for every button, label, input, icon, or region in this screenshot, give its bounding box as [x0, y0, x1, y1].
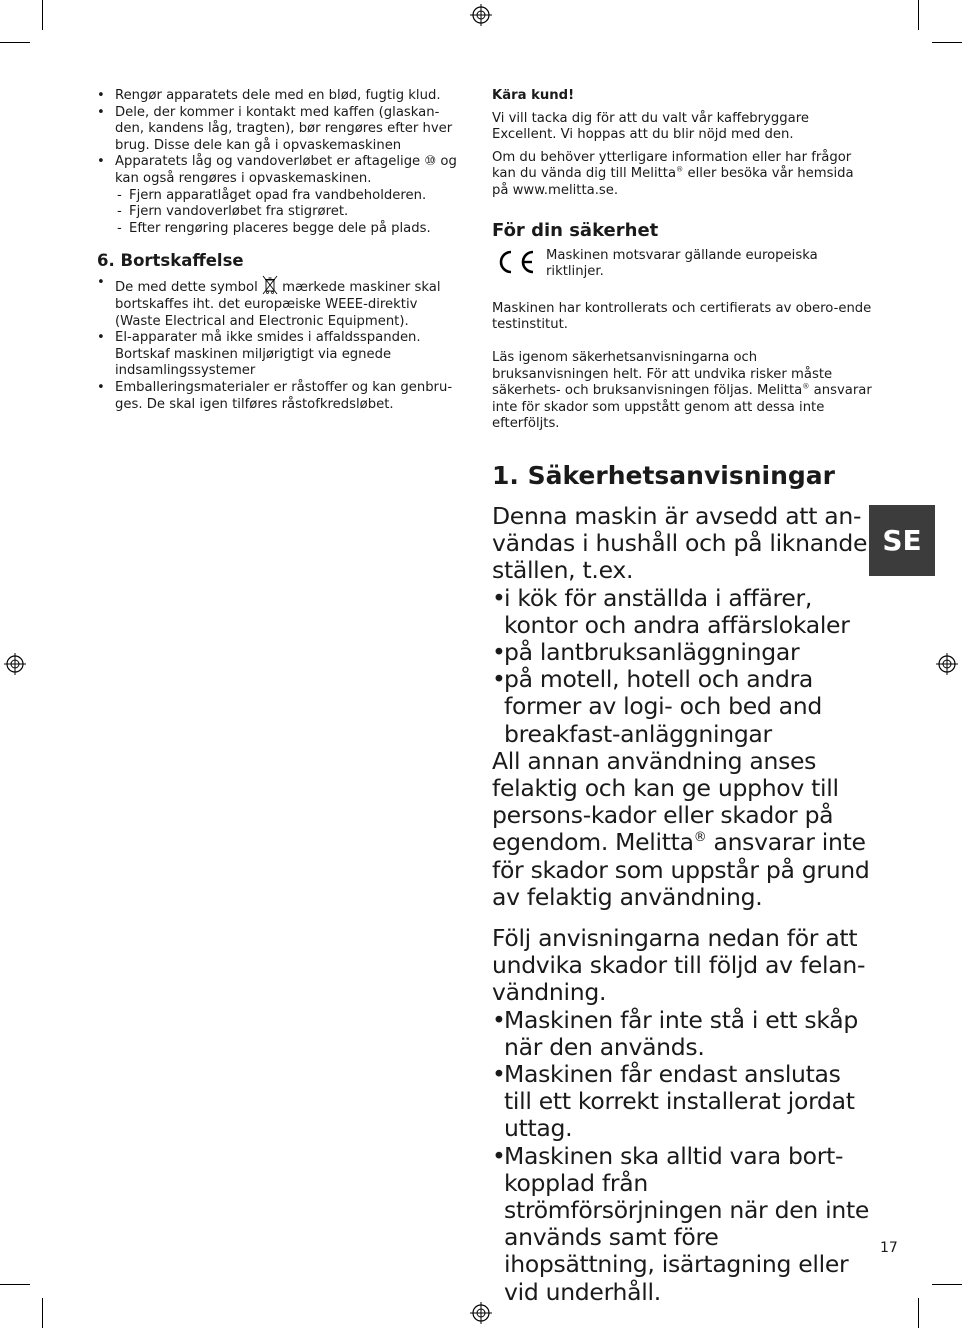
page-number: 17 — [880, 1240, 898, 1256]
registration-mark-icon — [936, 653, 958, 675]
crop-mark — [42, 1298, 43, 1328]
list-subitem: - Fjern vandoverløbet fra stigrøret. — [95, 204, 467, 221]
list-item: • i kök för anställda i affärer, kontor och andra affärslokaler — [492, 585, 872, 639]
cleaning-list — [95, 88, 467, 237]
registration-mark-icon — [470, 4, 492, 26]
read-text-b: ansvarar inte för skador som uppstått genom att dessa inte efterföljts. — [492, 383, 872, 432]
list-item: • på lantbruksanläggningar — [492, 639, 872, 666]
intro-block — [492, 88, 872, 200]
safety-block — [492, 248, 872, 433]
crop-mark — [0, 42, 30, 43]
rules-list — [492, 1007, 872, 1306]
disposal-text-a: De med dette symbol — [115, 280, 258, 296]
follow-instructions-paragraph: Följ anvisningarna nedan för att undvika skador till följd av felan-vändning. — [492, 923, 866, 1007]
crop-mark — [932, 42, 962, 43]
greeting: Kära kund! — [492, 88, 575, 103]
language-tab: SE — [869, 505, 935, 576]
list-item: • Maskinen får endast anslutas till ett korrekt installerat jordat uttag. — [492, 1061, 872, 1143]
list-item — [95, 275, 467, 330]
list-item: • Maskinen får inte stå i ett skåp när den används. — [492, 1007, 872, 1061]
registered-mark: ® — [802, 381, 810, 391]
intro-paragraph — [492, 150, 872, 200]
read-text-a: Läs igenom säkerhetsanvisningarna och bruksanvisningen helt. För att undvika risker måste säkerhets- och bruksanvisningen följas. Melitta — [492, 349, 833, 399]
registered-mark: ® — [676, 164, 684, 174]
crop-mark — [932, 1284, 962, 1285]
list-item: • Dele, der kommer i kontakt med kaffen (glaskan-den, kandens låg, tragten), bør rengøres efter hver brug. Disse dele kan gå i opvaskemaskinen — [95, 105, 467, 155]
misuse-text-a: All annan användning anses felaktig och kan ge upphov till persons-kador eller skador på egendom. Melitta — [492, 746, 839, 857]
list-subitem: - Efter rengøring placeres begge dele på plads. — [95, 221, 467, 238]
section-1-heading: 1. Säkerhetsanvisningar — [492, 460, 835, 490]
list-item: • Apparatets låg og vandoverløbet er aftagelige ⑩ og kan også rengøres i opvaskemaskinen. — [95, 154, 467, 187]
certified-text: Maskinen har kontrollerats och certifierats av obero-ende testinstitut. — [492, 300, 872, 333]
ce-row — [492, 248, 872, 281]
registered-mark: ® — [693, 830, 707, 846]
ce-text: Maskinen motsvarar gällande europeiska riktlinjer. — [546, 247, 818, 280]
disposal-text-b: mærkede maskiner skal bortskaffes iht. det europæiske WEEE-direktiv (Waste Electrical and Electronic Equipment). — [115, 280, 441, 329]
list-item: • Emballeringsmaterialer er råstoffer og kan genbru-ges. De skal igen tilføres råstofkredsløbet. — [95, 380, 467, 413]
intro-text-a: Om du behöver ytterligare information eller har frågor kan du vända dig till Melitta — [492, 149, 852, 182]
right-column — [492, 88, 872, 1306]
safety-heading: För din säkerhet — [492, 219, 659, 241]
list-item: • på motell, hotell och andra former av logi- och bed and breakfast-anläggningar — [492, 666, 872, 748]
misuse-paragraph — [492, 748, 872, 911]
left-column — [95, 88, 467, 413]
intro-paragraph: Vi vill tacka dig för att du valt vår kaffebryggare Excellent. Vi hoppas att du blir nöjd med den. — [492, 110, 809, 143]
weee-bin-icon — [262, 275, 278, 295]
disposal-list — [95, 275, 467, 413]
use-list — [492, 585, 872, 748]
list-item: • Rengør apparatets dele med en blød, fugtig klud. — [95, 88, 467, 105]
intro-text-b: eller besöka vår hemsida på www.melitta.se. — [492, 166, 854, 198]
intended-use-paragraph: Denna maskin är avsedd att an-vändas i hushåll och på liknande ställen, t.ex. — [492, 501, 868, 585]
crop-mark — [918, 1298, 919, 1328]
registration-mark-icon — [470, 1302, 492, 1324]
crop-mark — [0, 1284, 30, 1285]
crop-mark — [42, 0, 43, 30]
safety-instructions — [492, 503, 872, 1306]
read-instructions-text — [492, 350, 872, 433]
disposal-heading: 6. Bortskaffelse — [97, 251, 244, 271]
misuse-text-b: ansvarar inte för skador som uppstår på grund av felaktig användning. — [492, 828, 870, 911]
list-item: • Maskinen ska alltid vara bort-kopplad från strömförsörjningen när den inte används samt före ihopsättning, isärtagning eller vid underhåll. — [492, 1143, 872, 1306]
list-item: • El-apparater må ikke smides i affaldsspanden. Bortskaf maskinen miljørigtigt via egnede indsamlingssystemer — [95, 330, 467, 380]
ce-mark-icon — [492, 248, 540, 276]
crop-mark — [918, 0, 919, 30]
list-subitem: - Fjern apparatlåget opad fra vandbeholderen. — [95, 188, 467, 205]
registration-mark-icon — [4, 653, 26, 675]
